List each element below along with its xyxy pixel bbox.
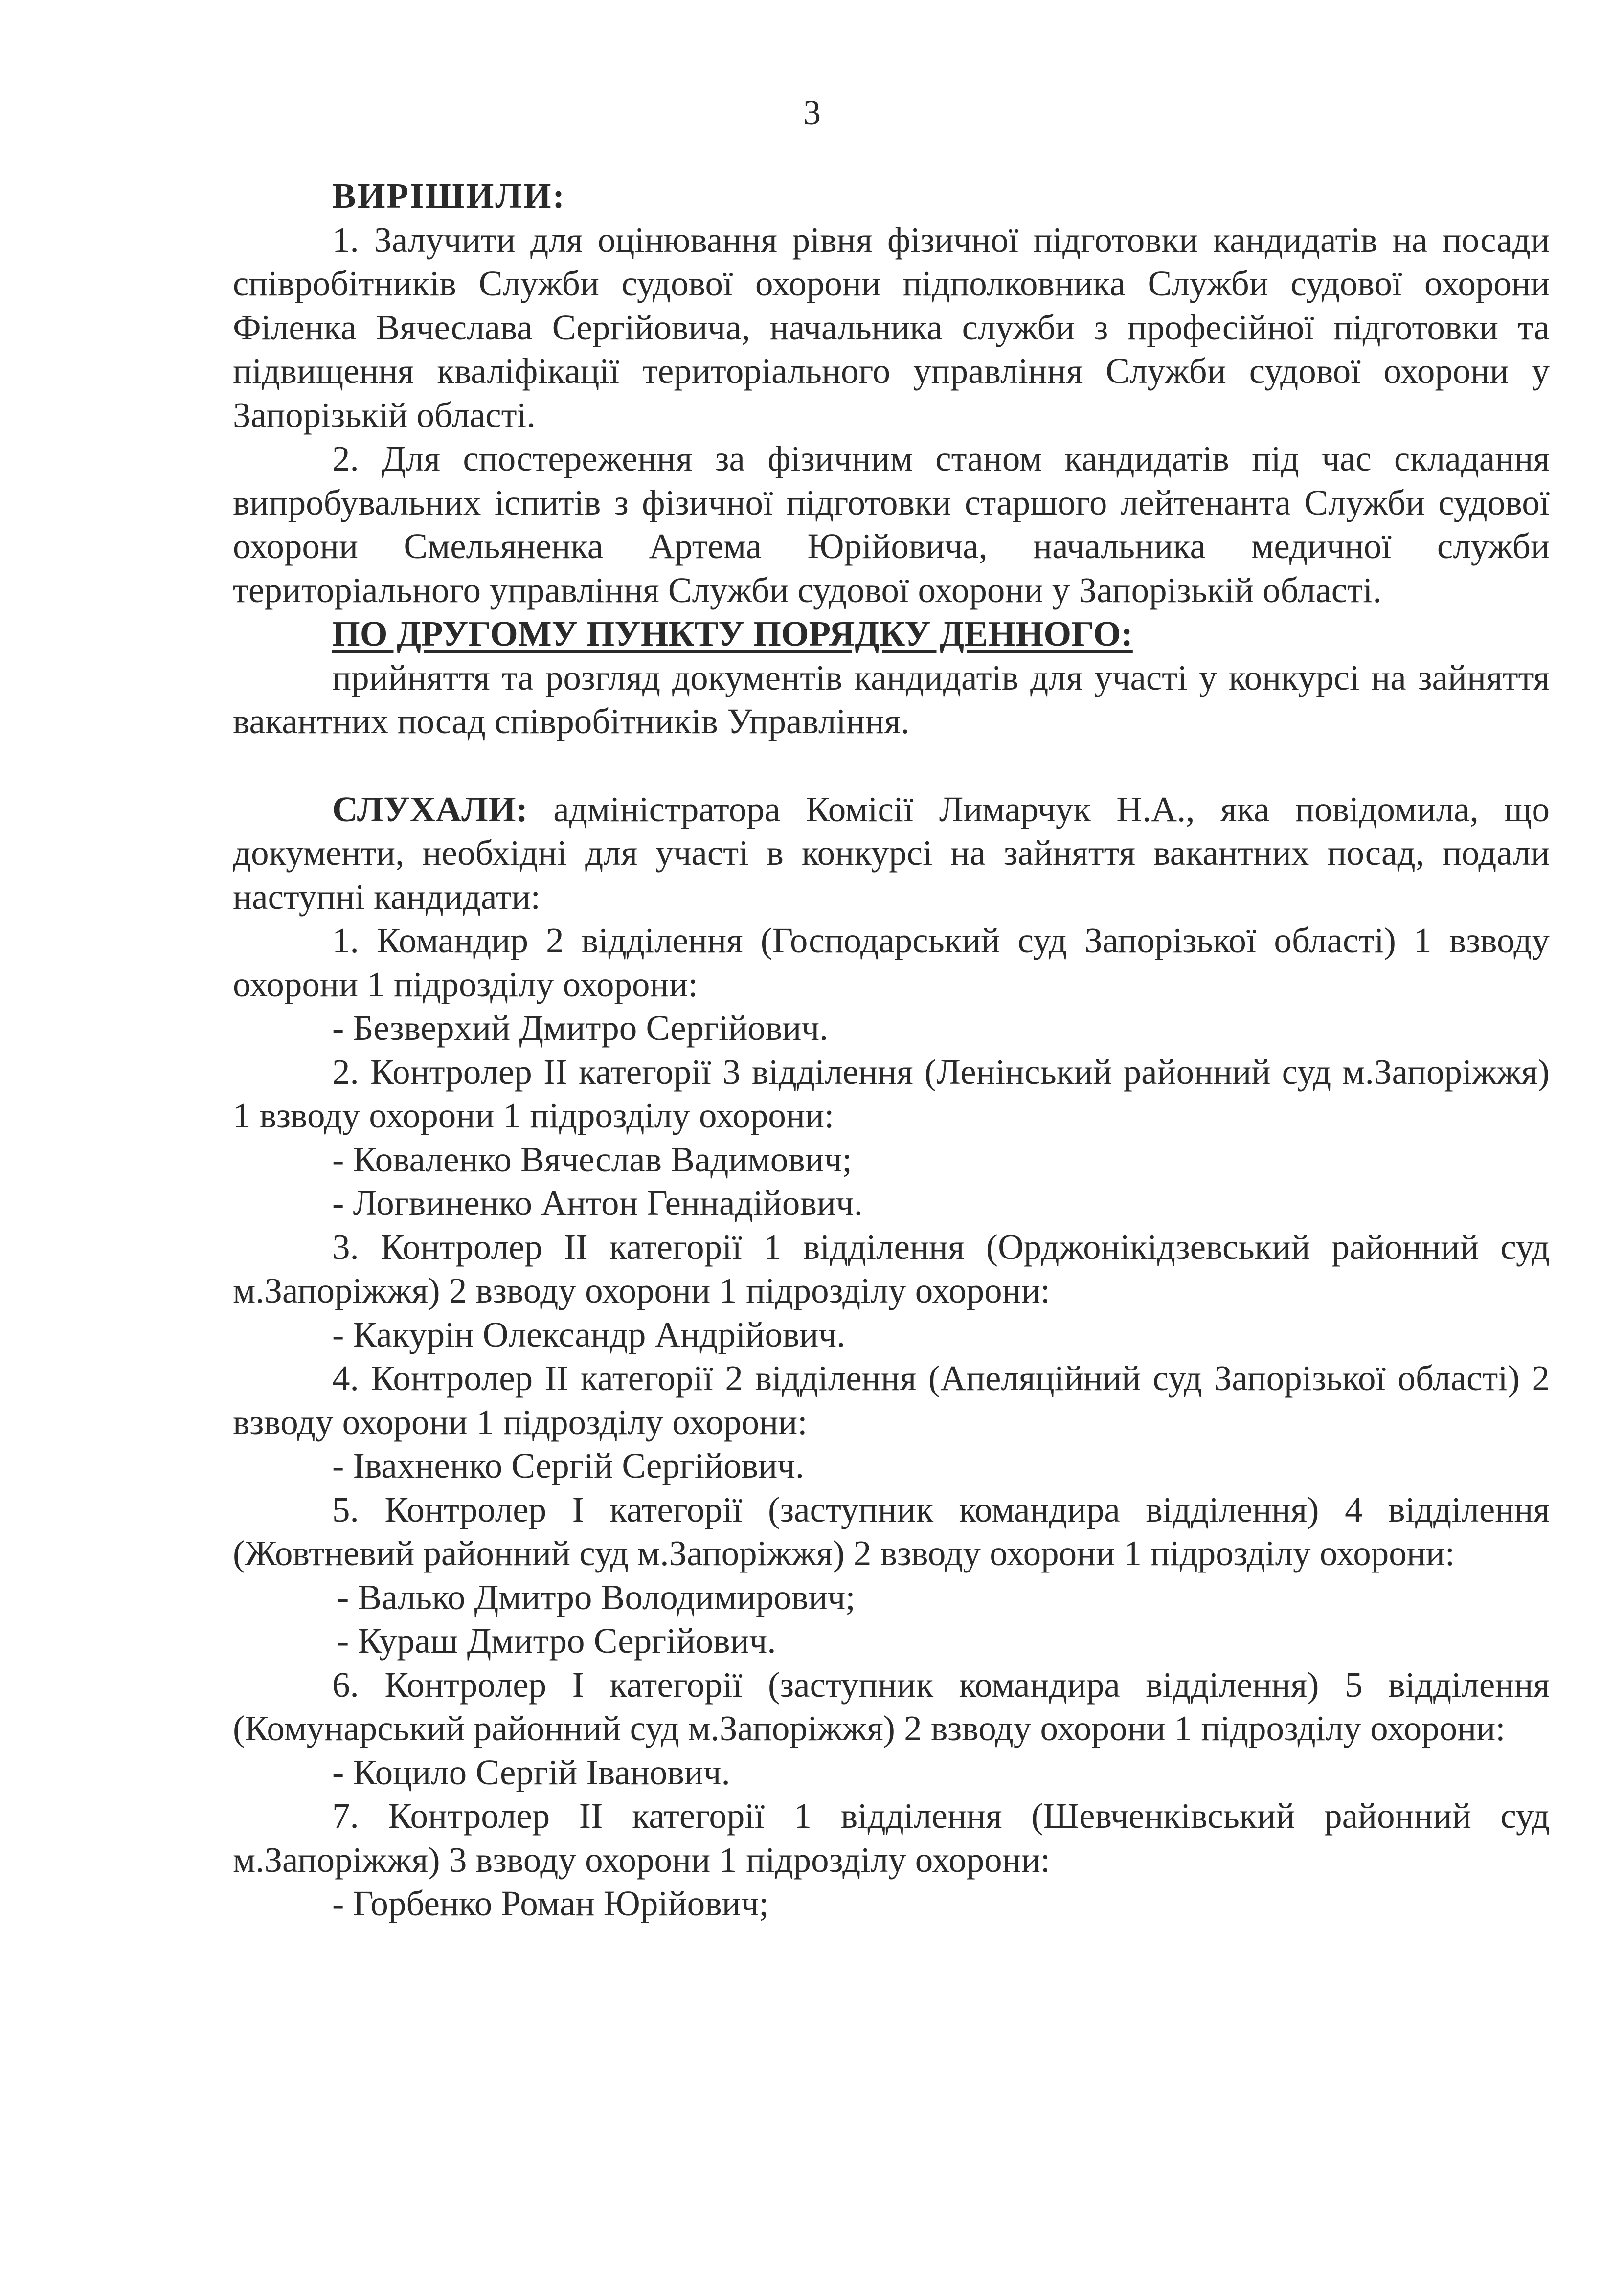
document-body xyxy=(233,174,1550,1926)
candidate-7-1: - Горбенко Роман Юрійович; xyxy=(332,1884,769,1923)
candidate-1-1: - Безверхий Дмитро Сергійович. xyxy=(332,1008,829,1048)
candidate-3-1: - Какурін Олександр Андрійович. xyxy=(332,1314,846,1354)
decided-item-1: 1. Залучити для оцінювання рівня фізичної підготовки кандидатів на посади співробітників Служби судової охорони підполковника Служби судової охорони Філенка Вячеслава Сергійовича, начальника служби з професійної підготовки та підвищення кваліфікації територіального управління Служби судової охорони у Запорізькій області. xyxy=(233,220,1550,435)
position-6-title: 6. Контролер І категорії (заступник командира відділення) 5 відділення (Комунарський районний суд м.Запоріжжя) 2 взводу охорони 1 підрозділу охорони: xyxy=(233,1664,1550,1748)
candidate-5-1: - Валько Дмитро Володимирович; xyxy=(337,1577,856,1617)
position-2-title: 2. Контролер ІІ категорії 3 відділення (Ленінський районний суд м.Запоріжжя) 1 взводу охорони 1 підрозділу охорони: xyxy=(233,1052,1550,1135)
decided-item-2: 2. Для спостереження за фізичним станом кандидатів під час складання випробувальних іспитів з фізичної підготовки старшого лейтенанта Служби судової охорони Смельяненка Артема Юрійовича, начальника медичної служби територіального управління Служби судової охорони у Запорізькій області. xyxy=(233,439,1550,610)
position-3-title: 3. Контролер ІІ категорії 1 відділення (Орджонікідзевський районний суд м.Запоріжжя) 2 взводу охорони 1 підрозділу охорони: xyxy=(233,1227,1550,1310)
heard-text: адміністратора Комісії Лимарчук Н.А., яка повідомила, що документи, необхідні для участі в конкурсі на зайняття вакантних посад, подали наступні кандидати: xyxy=(233,789,1550,917)
candidate-2-2: - Логвиненко Антон Геннадійович. xyxy=(332,1183,863,1223)
position-1-title: 1. Командир 2 відділення (Господарський суд Запорізької області) 1 взводу охорони 1 підрозділу охорони: xyxy=(233,921,1550,1004)
heard-label: СЛУХАЛИ: xyxy=(332,789,528,829)
second-agenda-heading: ПО ДРУГОМУ ПУНКТУ ПОРЯДКУ ДЕННОГО: xyxy=(332,614,1133,653)
second-agenda-text: прийняття та розгляд документів кандидатів для участі у конкурсі на зайняття вакантних посад співробітників Управління. xyxy=(233,657,1550,741)
decided-heading: ВИРІШИЛИ: xyxy=(332,176,566,216)
candidate-2-1: - Коваленко Вячеслав Вадимович; xyxy=(332,1139,852,1179)
position-5-title: 5. Контролер І категорії (заступник командира відділення) 4 відділення (Жовтневий районний суд м.Запоріжжя) 2 взводу охорони 1 підрозділу охорони: xyxy=(233,1489,1550,1573)
candidate-6-1: - Коцило Сергій Іванович. xyxy=(332,1752,730,1792)
heard-paragraph xyxy=(233,787,1550,919)
candidate-4-1: - Івахненко Сергій Сергійович. xyxy=(332,1446,805,1485)
position-7-title: 7. Контролер ІІ категорії 1 відділення (Шевченківський районний суд м.Запоріжжя) 3 взводу охорони 1 підрозділу охорони: xyxy=(233,1796,1550,1880)
position-4-title: 4. Контролер ІІ категорії 2 відділення (Апеляційний суд Запорізької області) 2 взводу охорони 1 підрозділу охорони: xyxy=(233,1358,1550,1442)
page-number: 3 xyxy=(803,93,821,132)
candidate-5-2: - Кураш Дмитро Сергійович. xyxy=(337,1621,776,1661)
